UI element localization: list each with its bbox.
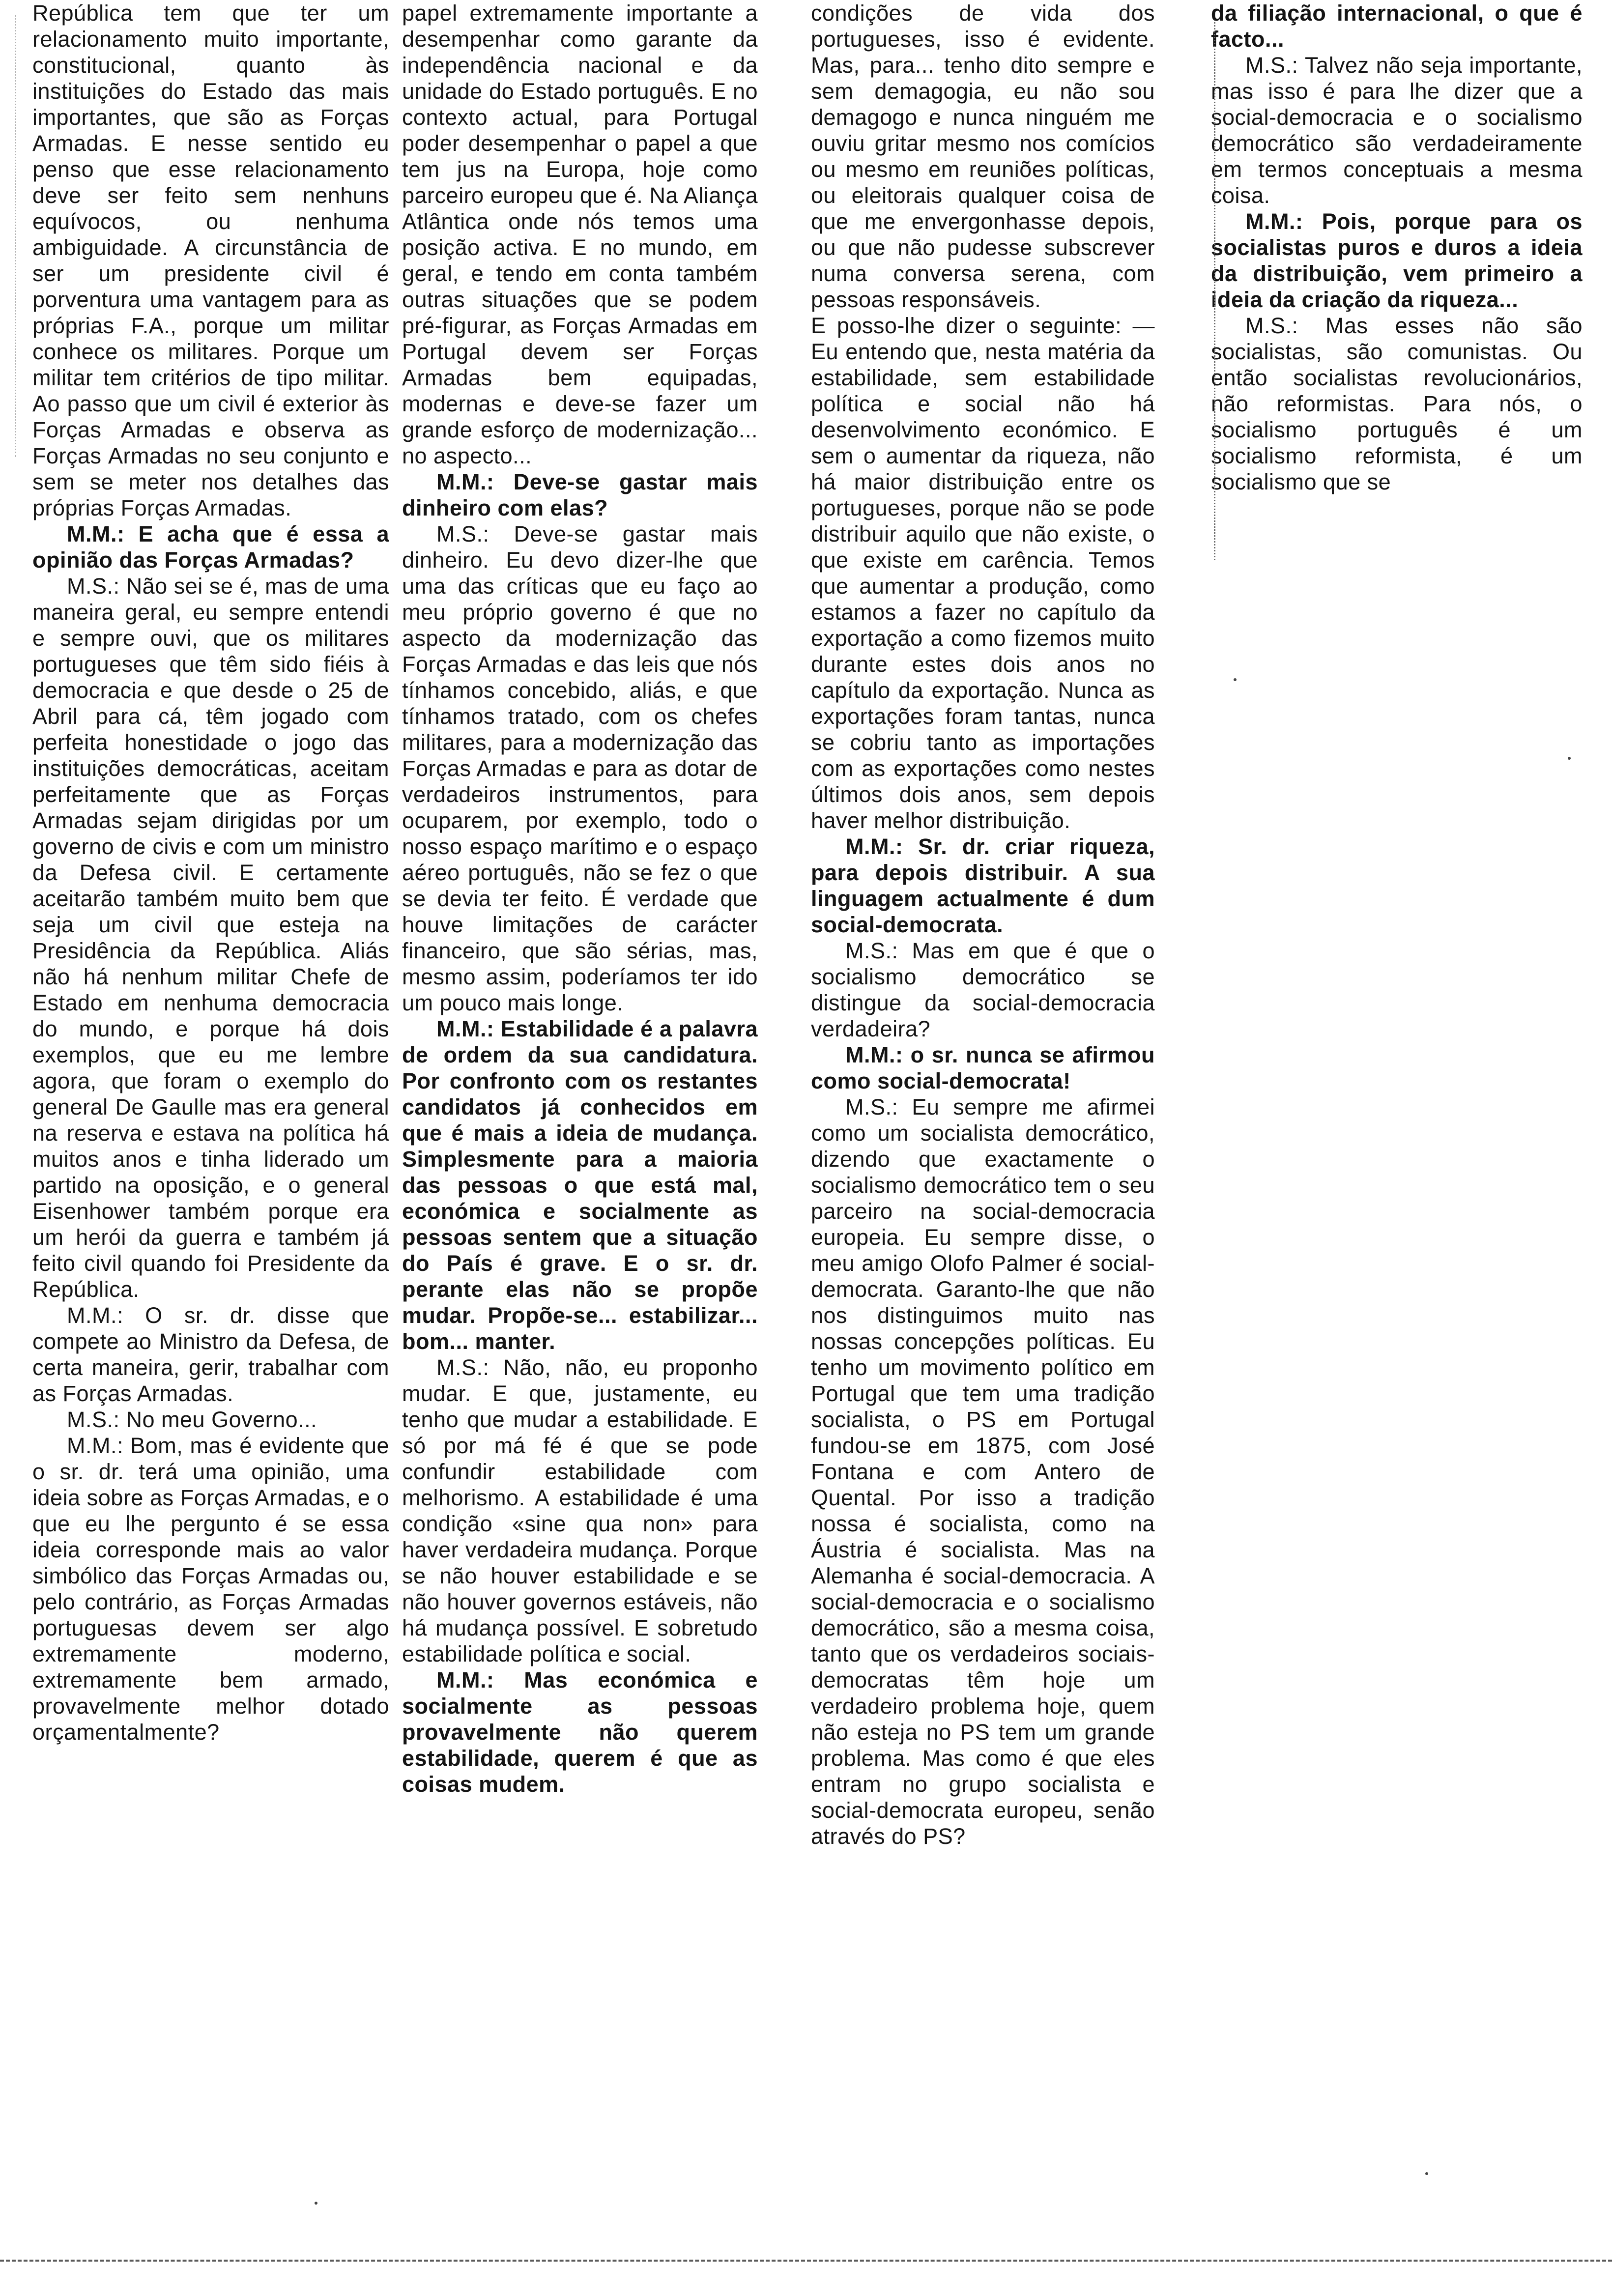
paragraph: República tem que ter um relacionamento muito importante, constitucional, quanto às instituições do Estado das mais importantes, que são as Forças Armadas. E nesse sentido eu penso que esse relacionamento deve ser feito sem nenhuns equívocos, ou nenhuma ambiguidade. A circunstância de ser um presidente civil é porventura uma vantagem para as próprias F.A., porque um militar conhece os militares. Porque um militar tem critérios de tipo militar. Ao passo que um civil é exterior às Forças Armadas e observa as Forças Armadas no seu conjunto e sem se meter nos detalhes das próprias Forças Armadas. [32, 0, 389, 520]
left-edge-mark [15, 15, 16, 457]
column-1 [32, 0, 389, 1745]
column-4 [1211, 0, 1583, 495]
answer-paragraph: M.S.: Eu sempre me afirmei como um socialista democrático, dizendo que exactamente o socialismo democrático tem o seu parceiro na social-democracia europeia. Eu sempre disse, o meu amigo Olofo Palmer é social-democrata. Garanto-lhe que não nos distinguimos muito nas nossas concepções políticas. Eu tenho um movimento político em Portugal que tem uma tradição socialista, o PS em Portugal fundou-se em 1875, com José Fontana e com Antero de Quental. Por isso a tradição nossa é socialista, como na Áustria é socialista. Mas na Alemanha é social-democracia. A social-democracia e o socialismo democrático, são a mesma coisa, tanto que os verdadeiros sociais-democratas têm hoje um verdadeiro problema hoje, quem não esteja no PS tem um grande problema. Mas como é que eles entram no grupo socialista e social-democrata europeu, senão através do PS? [811, 1094, 1155, 1849]
answer-paragraph: M.S.: Talvez não seja importante, mas isso é para lhe dizer que a social-democracia e o socialismo democrático são verdadeiramente em termos conceptuais a mesma coisa. [1211, 53, 1583, 208]
question-paragraph: M.M.: Deve-se gastar mais dinheiro com elas? [402, 469, 758, 520]
paragraph: condições de vida dos portugueses, isso é evidente. Mas, para... tenho dito sempre e sem demagogia, eu não sou demagogo e nunca ninguém me ouviu gritar mesmo nos comícios ou mesmo em reuniões políticas, ou eleitorais qualquer coisa de que me envergonhasse depois, ou que não pudesse subscrever numa conversa serena, com pessoas responsáveis. [811, 0, 1155, 312]
question-paragraph: da filiação internacional, o que é facto... [1211, 0, 1583, 52]
answer-paragraph: M.S.: Não sei se é, mas de uma maneira geral, eu sempre entendi e sempre ouvi, que os militares portugueses que têm sido fiéis à democracia e que desde o 25 de Abril para cá, têm jogado com perfeita honestidade o jogo das instituições democráticas, aceitam perfeitamente que as Forças Armadas sejam dirigidas por um governo de civis e com um ministro da Defesa civil. E certamente aceitarão também muito bem que seja um civil que esteja na Presidência da República. Aliás não há nenhum militar Chefe de Estado em nenhuma democracia do mundo, e porque há dois exemplos, que eu me lembre agora, que foram o exemplo do general De Gaulle mas era general na reserva e estava na política há muitos anos e tinha liderado um partido na oposição, e o general Eisenhower também porque era um herói da guerra e também já feito civil quando foi Presidente da República. [32, 574, 389, 1302]
paragraph: E posso-lhe dizer o seguinte: — Eu entendo que, nesta matéria da estabilidade, sem estabilidade política e social não há desenvolvimento económico. E sem o aumentar da riqueza, não há maior distribuição entre os portugueses, porque não se pode distribuir aquilo que não existe, o que existe em carência. Temos que aumentar a produção, como estamos a fazer no capítulo da exportação a como fizemos muito durante estes dois anos no capítulo da exportação. Nunca as exportações foram tantas, nunca se cobriu tanto as importações com as exportações como nestes últimos dois anos, sem depois haver melhor distribuição. [811, 313, 1155, 833]
question-paragraph: M.M.: Pois, porque para os socialistas puros e duros a ideia da distribuição, vem primeiro a ideia da criação da riqueza... [1211, 209, 1583, 312]
scan-speck [1425, 2172, 1428, 2175]
paragraph: papel extremamente importante a desempenhar como garante da independência nacional e da unidade do Estado português. E no contexto actual, para Portugal poder desempenhar o papel a que tem jus na Europa, hoje como parceiro europeu que é. Na Aliança Atlântica onde nós temos uma posição activa. E no mundo, em geral, e tendo em conta também outras situações que se podem pré-figurar, as Forças Armadas em Portugal devem ser Forças Armadas bem equipadas, modernas e deve-se fazer um grande esforço de modernização... no aspecto... [402, 0, 758, 468]
answer-paragraph: M.S.: Deve-se gastar mais dinheiro. Eu devo dizer-lhe que uma das críticas que eu faço ao meu próprio governo é que no aspecto da modernização das Forças Armadas e das leis que nós tínhamos concebido, aliás, e que tínhamos tratado, com os chefes militares, para a modernização das Forças Armadas e para as dotar de verdadeiros instrumentos, para ocuparem, por exemplo, todo o nosso espaço marítimo e o espaço aéreo português, não se fez o que se devia ter feito. É verdade que houve limitações de carácter financeiro, que são sérias, mas, mesmo assim, poderíamos ter ido um pouco mais longe. [402, 521, 758, 1015]
answer-paragraph: M.S.: No meu Governo... [67, 1407, 317, 1432]
question-paragraph: M.M.: o sr. nunca se afirmou como social-democrata! [811, 1042, 1155, 1093]
answer-paragraph: M.S.: Mas esses não são socialistas, são comunistas. Ou então socialistas revolucionários, não reformistas. Para nós, o socialismo português é um socialismo reformista, é um socialismo que se [1211, 313, 1583, 494]
scan-speck [315, 2202, 317, 2205]
question-paragraph: M.M.: Sr. dr. criar riqueza, para depois distribuir. A sua linguagem actualmente é dum social-democrata. [811, 834, 1155, 937]
question-paragraph: M.M.: Mas económica e socialmente as pessoas provavelmente não querem estabilidade, querem é que as coisas mudem. [402, 1667, 758, 1797]
column-2 [402, 0, 758, 1797]
answer-paragraph: M.S.: Mas em que é que o socialismo democrático se distingue da social-democracia verdadeira? [811, 938, 1155, 1041]
scan-speck [1234, 678, 1237, 681]
question-paragraph: M.M.: Bom, mas é evidente que o sr. dr. terá uma opinião, uma ideia sobre as Forças Armadas, e o que eu lhe pergunto é se essa ideia corresponde mais ao valor simbólico das Forças Armadas ou, pelo contrário, as Forças Armadas portuguesas devem ser algo extremamente moderno, extremamente bem armado, provavelmente melhor dotado orçamentalmente? [32, 1433, 389, 1745]
column-edge-mark [1214, 20, 1215, 560]
bottom-scan-line [0, 2260, 1612, 2262]
question-paragraph: M.M.: Estabilidade é a palavra de ordem da sua candidatura. Por confronto com os restantes candidatos já conhecidos em que é mais a ideia de mudança. Simplesmente para a maioria das pessoas o que está mal, económica e socialmente as pessoas sentem que a situação do País é grave. E o sr. dr. perante elas não se propõe mudar. Propõe-se... estabilizar... bom... manter. [402, 1016, 758, 1354]
column-3 [811, 0, 1155, 1849]
question-paragraph: M.M.: O sr. dr. disse que compete ao Ministro da Defesa, de certa maneira, gerir, trabalhar com as Forças Armadas. [32, 1303, 389, 1406]
answer-paragraph: M.S.: Não, não, eu proponho mudar. E que, justamente, eu tenho que mudar a estabilidade. E só por má fé é que se pode confundir estabilidade com melhorismo. A estabilidade é uma condição «sine qua non» para haver verdadeira mudança. Porque se não houver estabilidade e se não houver governos estáveis, não há mudança possível. E sobretudo estabilidade política e social. [402, 1355, 758, 1666]
scan-speck [1568, 757, 1571, 760]
question-paragraph: M.M.: E acha que é essa a opinião das Forças Armadas? [32, 521, 389, 573]
